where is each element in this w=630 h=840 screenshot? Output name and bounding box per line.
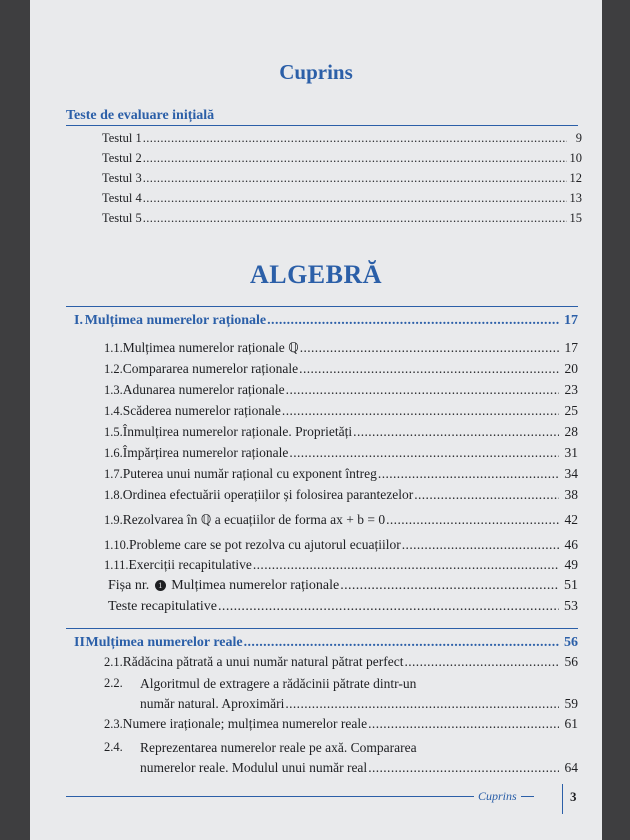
- toc-entry-fisa: Fișa nr. 1 Mulțimea numerelor raționale ..... 51: [108, 578, 578, 594]
- toc-entry-tests: Teste recapitulative ..... 53: [108, 599, 578, 615]
- toc-entry: Testul 2 ..... 10: [102, 151, 582, 166]
- toc-entry: 1.1. Mulțimea numerelor raționale ℚ ..... 17: [104, 340, 578, 356]
- toc-entry: Testul 5 ..... 15: [102, 211, 582, 226]
- algebra-heading: ALGEBRĂ: [249, 260, 383, 289]
- toc-entry: 2.1. Rădăcina pătrată a unui număr natural pătrat perfect ..... 56: [104, 654, 578, 670]
- toc-entry: 2.3. Numere iraționale; mulțimea numerelor reale ..... 61: [104, 716, 578, 732]
- footer-label: Cuprins: [474, 789, 521, 804]
- footer-rule: [66, 796, 534, 797]
- toc-entry: 1.11. Exerciții recapitulative ..... 49: [104, 557, 578, 573]
- chapter-heading: I. Mulțimea numerelor raționale ..... 17: [74, 313, 578, 329]
- footer-separator: [562, 784, 563, 814]
- divider: [66, 306, 578, 307]
- page-number: 3: [570, 789, 577, 804]
- toc-entry: 1.10. Probleme care se pot rezolva cu ajutorul ecuațiilor ..... 46: [104, 537, 578, 553]
- divider: [66, 628, 578, 629]
- number-bullet-icon: 1: [155, 580, 166, 591]
- toc-entry: 1.6. Împărțirea numerelor raționale ..... 31: [104, 445, 578, 461]
- toc-entry: Testul 4 ..... 13: [102, 191, 582, 206]
- divider: [66, 125, 578, 126]
- toc-entry: 1.4. Scăderea numerelor raționale ..... 25: [104, 403, 578, 419]
- chapter-heading: II Mulțimea numerelor reale ..... 56: [74, 635, 578, 651]
- toc-entry: 1.9. Rezolvarea în ℚ a ecuațiilor de forma ax + b = 0 ..... 42: [104, 512, 578, 528]
- page-title: Cuprins: [279, 60, 353, 84]
- toc-entry: 1.8. Ordinea efectuării operațiilor și folosirea parantezelor ..... 38: [104, 487, 578, 503]
- toc-entry: 1.2. Compararea numerelor raționale ..... 20: [104, 361, 578, 377]
- toc-entry: 1.7. Puterea unui număr rațional cu exponent întreg ..... 34: [104, 466, 578, 482]
- initial-tests-heading: Teste de evaluare inițială: [66, 108, 215, 123]
- toc-entry: Testul 3 ..... 12: [102, 171, 582, 186]
- book-page: [30, 0, 602, 840]
- toc-entry: 1.3. Adunarea numerelor raționale ..... 23: [104, 382, 578, 398]
- toc-entry: Testul 1 ..... 9: [102, 131, 582, 146]
- toc-entry-multiline: 2.4. Reprezentarea numerelor reale pe axă. Compararea numerelor reale. Modulul unui număr real ..... 64: [104, 740, 578, 784]
- toc-entry-multiline: 2.2. Algoritmul de extragere a rădăcinii pătrate dintr-un număr natural. Aproximări ..... 59: [104, 676, 578, 720]
- toc-entry: 1.5. Înmulțirea numerelor raționale. Proprietăți ..... 28: [104, 424, 578, 440]
